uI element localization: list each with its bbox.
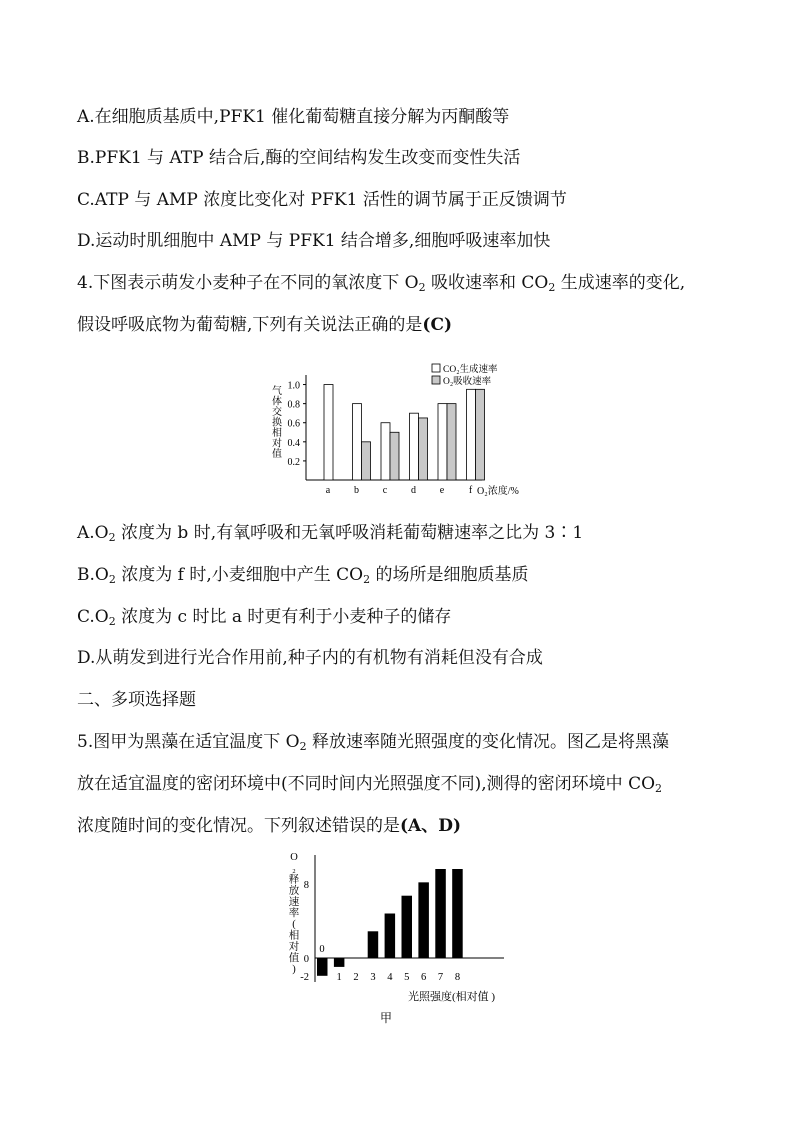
x-tick-label: f: [468, 485, 473, 496]
q5-text: 放在适宜温度的密闭环境中(不同时间内光照强度不同),测得的密闭环境中 CO: [77, 774, 656, 794]
y-tick-label: 0.4: [287, 437, 300, 449]
x-tick-label: d: [411, 485, 416, 496]
zero-label: 0: [319, 944, 325, 955]
q3-option-a: A.在细胞质基质中,PFK1 催化葡萄糖直接分解为丙酮酸等: [77, 107, 510, 127]
x-tick-label: 2: [353, 972, 359, 983]
y-axis-label-char: ): [292, 964, 296, 975]
section-title: 二、多项选择题: [77, 690, 196, 710]
o2-release-bar-chart: [282, 850, 522, 1030]
q5-stem-line1: [77, 730, 669, 754]
q4-stem-line1: [77, 271, 685, 295]
y-axis-label-char: ₂: [292, 863, 296, 875]
y-tick-label: 0.8: [287, 399, 300, 411]
q5-text: 5.图甲为黑藻在适宜温度下 O: [77, 732, 300, 752]
y-axis-label-char: O: [290, 852, 298, 863]
bar-co2-f: [467, 389, 476, 480]
bar-light-4: [385, 914, 396, 959]
q4-option-c: [77, 605, 451, 629]
legend-swatch: [432, 376, 440, 384]
subscript: 2: [418, 281, 426, 294]
q5-stem-line2: [77, 772, 662, 796]
x-tick-label: 5: [404, 972, 410, 983]
y-axis-label-char: 对: [272, 438, 282, 450]
x-tick-label: 8: [454, 972, 461, 983]
option-text: 浓度为 c 时比 a 时更有利于小麦种子的储存: [115, 607, 452, 627]
y-axis-label-char: 相: [272, 428, 282, 439]
y-axis-label-char: 相: [288, 930, 300, 942]
bar-light-7: [435, 869, 446, 958]
bar-light-8: [452, 869, 463, 958]
q5-stem-line3: [77, 814, 461, 838]
subscript: 2: [363, 573, 371, 586]
q4-stem-text-4: 假设呼吸底物为葡萄糖,下列有关说法正确的是: [77, 315, 423, 335]
y-tick-label: 1.0: [287, 380, 300, 392]
y-tick-label: 8: [303, 880, 309, 891]
bar-co2-d: [410, 413, 419, 480]
x-tick-label: b: [354, 485, 359, 496]
y-axis-label-char: (: [292, 919, 296, 931]
bar-o2-d: [419, 418, 428, 480]
bar-co2-c: [381, 423, 390, 480]
bar-light-1: [334, 958, 345, 967]
option-text: A.O: [77, 523, 109, 543]
subscript: 2: [108, 531, 116, 544]
subscript: 2: [108, 573, 116, 586]
option-text: B.O: [77, 565, 109, 585]
bar-o2-e: [447, 404, 456, 480]
x-tick-label: 4: [387, 972, 393, 983]
x-axis-label: 光照强度(相对值 ): [408, 991, 496, 1003]
subscript: 2: [548, 281, 556, 294]
x-axis-label: O₂浓度/%: [477, 486, 519, 497]
q4-answer: (C): [422, 315, 453, 335]
y-axis-label: [289, 852, 300, 975]
option-text: C.O: [77, 607, 109, 627]
legend-swatch: [432, 364, 440, 372]
option-text: 浓度为 f 时,小麦细胞中产生 CO: [115, 565, 364, 585]
x-tick-label: c: [382, 485, 388, 496]
bar-co2-b: [353, 404, 362, 480]
bar-co2-a: [324, 385, 333, 480]
y-tick-label: -2: [300, 971, 309, 983]
y-axis-label: [272, 385, 282, 460]
option-text: 浓度为 b 时,有氧呼吸和无氧呼吸消耗葡萄糖速率之比为 3∶1: [115, 523, 584, 543]
q5-text: 浓度随时间的变化情况。下列叙述错误的是: [77, 816, 400, 836]
bar-o2-b: [362, 442, 371, 480]
subscript: 2: [108, 615, 116, 628]
y-axis-label-char: 对: [288, 941, 300, 953]
bar-light-5: [402, 896, 413, 958]
subscript: 2: [299, 740, 307, 753]
q4-stem-text-2: 吸收速率和 CO: [425, 273, 549, 293]
q3-option-c: C.ATP 与 AMP 浓度比变化对 PFK1 活性的调节属于正反馈调节: [77, 190, 567, 210]
x-tick-label: 1: [336, 972, 342, 983]
bar-light-6: [418, 882, 429, 958]
q5-answer: (A、D): [400, 816, 462, 836]
y-axis-label-char: 率: [288, 908, 300, 919]
x-tick-label: e: [439, 485, 445, 496]
bar-co2-e: [438, 404, 447, 480]
subscript: 2: [655, 782, 663, 795]
y-axis-label-char: 速: [288, 896, 300, 908]
bar-o2-f: [476, 389, 485, 480]
x-tick-label: a: [325, 485, 331, 496]
y-tick-label: 0.2: [287, 456, 300, 468]
x-tick-label: 3: [370, 972, 376, 983]
q4-stem-line2: [77, 313, 452, 337]
bar-o2-c: [390, 432, 399, 480]
y-axis-label-char: 值: [272, 449, 282, 460]
y-axis-label-char: 释: [288, 874, 300, 886]
legend-label: O₂吸收速率: [443, 377, 492, 387]
y-axis-label-char: 换: [272, 417, 282, 429]
q4-stem-text-1: 4.下图表示萌发小麦种子在不同的氧浓度下 O: [77, 273, 419, 293]
y-axis-label-char: 值: [288, 952, 300, 964]
bar-light-0: [317, 958, 328, 976]
chart-caption: 甲: [380, 1011, 393, 1025]
y-axis-label-char: 体: [272, 396, 282, 408]
q4-option-b: [77, 563, 529, 587]
bar-light-3: [368, 931, 379, 958]
y-tick-label: 0.6: [287, 418, 300, 430]
x-tick-label: 6: [421, 972, 427, 983]
option-text: 的场所是细胞质基质: [370, 565, 529, 585]
q3-option-d: D.运动时肌细胞中 AMP 与 PFK1 结合增多,细胞呼吸速率加快: [77, 231, 551, 251]
x-tick-label: 7: [437, 972, 444, 983]
y-axis-label-char: 交: [272, 407, 282, 418]
y-tick-label: 0: [303, 954, 309, 965]
gas-exchange-bar-chart: [260, 360, 560, 500]
q4-stem-text-3: 生成速率的变化,: [555, 273, 686, 293]
q4-option-a: [77, 521, 583, 545]
y-axis-label-char: 放: [288, 885, 300, 897]
q3-option-b: B.PFK1 与 ATP 结合后,酶的空间结构发生改变而变性失活: [77, 148, 521, 168]
y-axis-label-char: 气: [272, 386, 282, 397]
legend-label: CO₂生成速率: [443, 365, 498, 375]
q5-text: 释放速率随光照强度的变化情况。图乙是将黑藻: [306, 732, 669, 752]
q4-option-d: D.从萌发到进行光合作用前,种子内的有机物有消耗但没有合成: [77, 648, 543, 668]
